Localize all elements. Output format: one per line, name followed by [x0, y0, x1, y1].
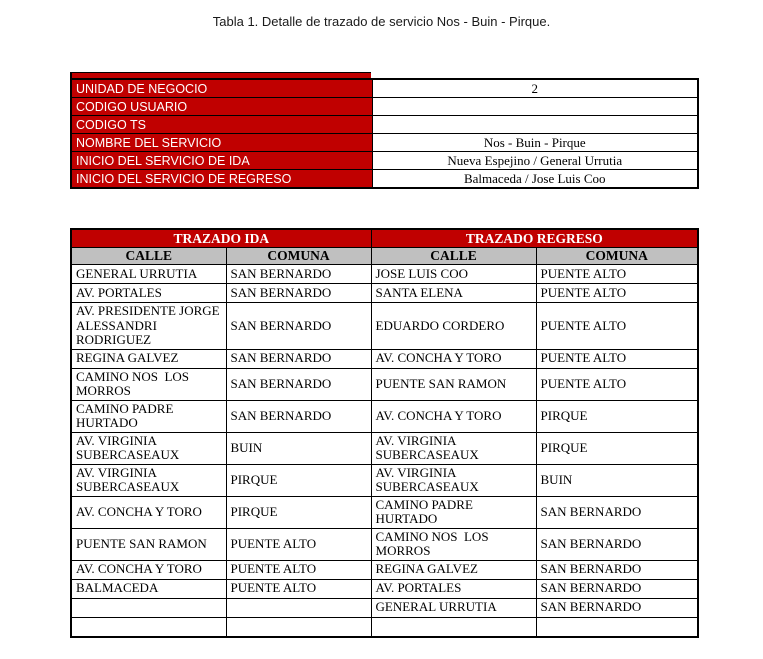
column-header-comuna-regreso: COMUNA: [536, 248, 698, 265]
service-info-row: [71, 79, 698, 98]
route-table-cell: PIRQUE: [536, 432, 698, 464]
route-table-row: [71, 598, 698, 617]
route-table-cell: SAN BERNARDO: [226, 400, 371, 432]
route-table-row: [71, 464, 698, 496]
route-table-cell: AV. VIRGINIA SUBERCASEAUX: [371, 464, 536, 496]
route-table-cell: SAN BERNARDO: [226, 265, 371, 284]
route-table-cell: GENERAL URRUTIA: [71, 265, 226, 284]
route-table-cell: PIRQUE: [536, 400, 698, 432]
route-table-cell: PUENTE ALTO: [536, 303, 698, 350]
route-table-body: [71, 265, 698, 637]
route-table-cell: SAN BERNARDO: [536, 579, 698, 598]
route-table-row: [71, 432, 698, 464]
service-info-row: [71, 98, 698, 116]
service-info-row: [71, 170, 698, 189]
service-info-row: [71, 116, 698, 134]
route-table-cell: REGINA GALVEZ: [371, 560, 536, 579]
route-table-cell: [371, 617, 536, 637]
service-info-row: [71, 152, 698, 170]
service-info-label: CODIGO USUARIO: [71, 98, 372, 116]
service-info-label: NOMBRE DEL SERVICIO: [71, 134, 372, 152]
route-table: [70, 228, 699, 638]
service-info-body: [71, 79, 698, 188]
service-info-label: UNIDAD DE NEGOCIO: [71, 79, 372, 98]
route-table-row: [71, 368, 698, 400]
route-table-cell: AV. CONCHA Y TORO: [371, 349, 536, 368]
group-header-trazado-ida: TRAZADO IDA: [71, 229, 371, 248]
service-info-value: [372, 116, 698, 134]
route-table-cell: PUENTE SAN RAMON: [71, 528, 226, 560]
route-table-row: [71, 560, 698, 579]
route-table-row: [71, 303, 698, 350]
route-table-row: [71, 400, 698, 432]
service-info-label: CODIGO TS: [71, 116, 372, 134]
route-table-cell: PUENTE ALTO: [536, 265, 698, 284]
column-header-calle-regreso: CALLE: [371, 248, 536, 265]
route-table-cell: AV. CONCHA Y TORO: [371, 400, 536, 432]
service-info-section: [70, 72, 699, 189]
route-table-cell: BALMACEDA: [71, 579, 226, 598]
route-table-cell: SAN BERNARDO: [536, 496, 698, 528]
service-info-value: [372, 98, 698, 116]
route-table-cell: PUENTE SAN RAMON: [371, 368, 536, 400]
route-table-cell: SAN BERNARDO: [536, 528, 698, 560]
service-info-table: [70, 78, 699, 189]
route-table-cell: AV. PORTALES: [71, 284, 226, 303]
route-table-cell: AV. VIRGINIA SUBERCASEAUX: [71, 432, 226, 464]
route-table-cell: BUIN: [536, 464, 698, 496]
route-table-cell: PUENTE ALTO: [226, 560, 371, 579]
column-header-calle-ida: CALLE: [71, 248, 226, 265]
page-title: Tabla 1. Detalle de trazado de servicio Nos - Buin - Pirque.: [212, 14, 551, 29]
service-info-value: 2: [372, 79, 698, 98]
service-info-label: INICIO DEL SERVICIO DE REGRESO: [71, 170, 372, 189]
route-table-row: [71, 617, 698, 637]
route-table-cell: [536, 617, 698, 637]
route-table-cell: GENERAL URRUTIA: [371, 598, 536, 617]
route-table-cell: [71, 617, 226, 637]
route-table-cell: PUENTE ALTO: [536, 284, 698, 303]
route-table-cell: CAMINO PADRE HURTADO: [371, 496, 536, 528]
service-info-label: INICIO DEL SERVICIO DE IDA: [71, 152, 372, 170]
route-table-row: [71, 265, 698, 284]
route-section: [70, 228, 699, 638]
route-table-cell: PIRQUE: [226, 496, 371, 528]
route-table-cell: JOSE LUIS COO: [371, 265, 536, 284]
route-table-cell: AV. PORTALES: [371, 579, 536, 598]
route-table-cell: [226, 617, 371, 637]
column-header-comuna-ida: COMUNA: [226, 248, 371, 265]
route-table-cell: CAMINO PADRE HURTADO: [71, 400, 226, 432]
service-info-row: [71, 134, 698, 152]
service-info-value: Balmaceda / Jose Luis Coo: [372, 170, 698, 189]
group-header-row: [71, 229, 698, 248]
route-table-cell: SAN BERNARDO: [226, 368, 371, 400]
route-table-cell: EDUARDO CORDERO: [371, 303, 536, 350]
route-table-row: [71, 528, 698, 560]
route-table-cell: SAN BERNARDO: [226, 349, 371, 368]
route-table-cell: BUIN: [226, 432, 371, 464]
service-info-value: Nos - Buin - Pirque: [372, 134, 698, 152]
route-table-row: [71, 579, 698, 598]
route-table-cell: SANTA ELENA: [371, 284, 536, 303]
route-table-cell: PUENTE ALTO: [536, 368, 698, 400]
route-table-row: [71, 496, 698, 528]
group-header-trazado-regreso: TRAZADO REGRESO: [371, 229, 698, 248]
service-info-value: Nueva Espejino / General Urrutia: [372, 152, 698, 170]
route-table-cell: PUENTE ALTO: [226, 528, 371, 560]
column-header-row: [71, 248, 698, 265]
route-table-cell: CAMINO NOS LOS MORROS: [71, 368, 226, 400]
route-table-cell: [71, 598, 226, 617]
route-table-cell: SAN BERNARDO: [536, 560, 698, 579]
route-table-cell: REGINA GALVEZ: [71, 349, 226, 368]
route-table-cell: SAN BERNARDO: [536, 598, 698, 617]
route-table-cell: AV. PRESIDENTE JORGE ALESSANDRI RODRIGUEZ: [71, 303, 226, 350]
route-table-cell: PUENTE ALTO: [536, 349, 698, 368]
route-table-cell: SAN BERNARDO: [226, 303, 371, 350]
route-table-cell: SAN BERNARDO: [226, 284, 371, 303]
route-table-cell: CAMINO NOS LOS MORROS: [371, 528, 536, 560]
route-table-cell: [226, 598, 371, 617]
route-table-row: [71, 284, 698, 303]
route-table-cell: PIRQUE: [226, 464, 371, 496]
route-table-cell: AV. VIRGINIA SUBERCASEAUX: [371, 432, 536, 464]
route-table-cell: AV. CONCHA Y TORO: [71, 496, 226, 528]
route-table-row: [71, 349, 698, 368]
route-table-cell: AV. VIRGINIA SUBERCASEAUX: [71, 464, 226, 496]
route-table-cell: AV. CONCHA Y TORO: [71, 560, 226, 579]
route-table-cell: PUENTE ALTO: [226, 579, 371, 598]
